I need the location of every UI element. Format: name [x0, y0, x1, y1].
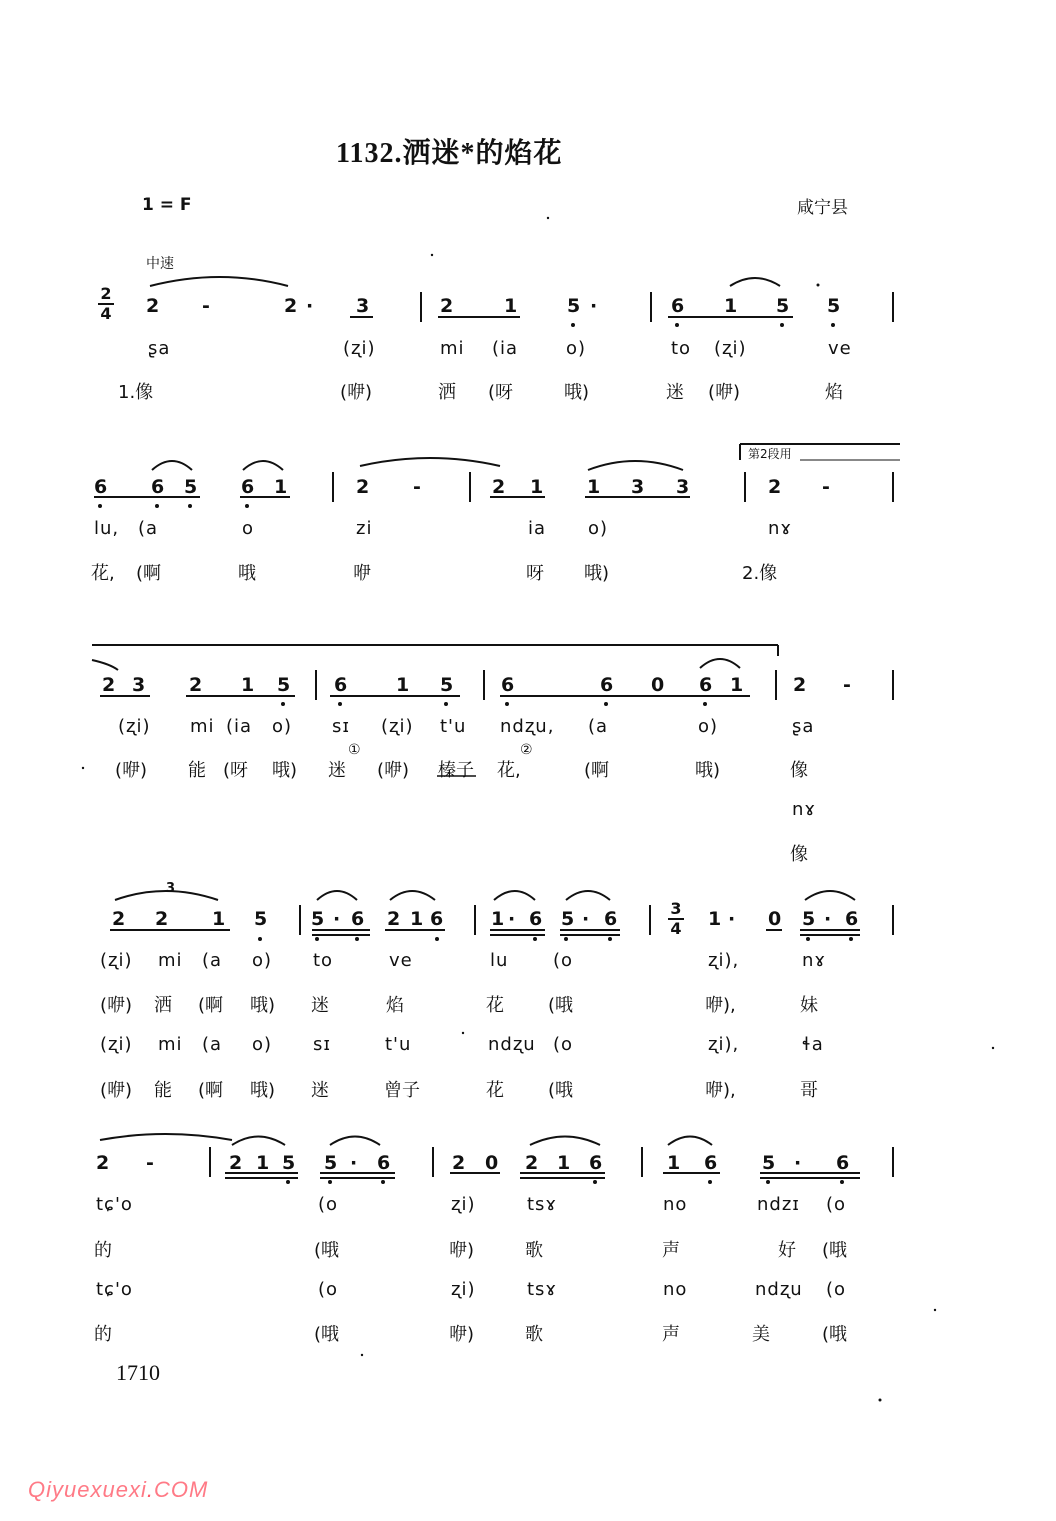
ipa-syllable: o) [566, 338, 587, 359]
note: 2 [96, 1152, 110, 1174]
note: 6 [241, 476, 255, 498]
note: 1 [587, 476, 601, 498]
note: · [582, 908, 590, 930]
ipa-syllable: mi [190, 716, 215, 737]
note: 2 [793, 674, 807, 696]
lyric: 榛子 [438, 760, 474, 781]
lyric: (哦 [314, 1324, 340, 1345]
note: 6 [704, 1152, 718, 1174]
region-label: 咸宁县 [797, 198, 848, 218]
watermark-dot: . [146, 1477, 154, 1502]
note: 6 [589, 1152, 603, 1174]
note: 5 [254, 908, 268, 930]
note: 5 [776, 295, 790, 317]
ipa-syllable: o [242, 518, 255, 539]
ipa-syllable: (a [588, 716, 609, 737]
watermark-suffix: COM [153, 1477, 209, 1502]
footnote-marker: ② [520, 742, 533, 758]
note: 1 [557, 1152, 571, 1174]
lyric: 曾子 [384, 1080, 420, 1101]
ipa-syllable: ve [828, 338, 852, 359]
watermark-name: iyuexuexi [46, 1477, 147, 1502]
note: 6 [600, 674, 614, 696]
lyric: (啊 [584, 760, 610, 781]
ipa-syllable: (o [318, 1279, 339, 1300]
ipa-syllable: (ʐi) [100, 950, 133, 971]
ipa-syllable: (o [826, 1279, 847, 1300]
ipa-syllable: ʂa [792, 716, 815, 737]
tempo-marking: 中速 [146, 256, 174, 272]
ipa-syllable: to [313, 950, 334, 971]
ipa-syllable: nɤ [802, 950, 827, 971]
note: 6 [529, 908, 543, 930]
lyric: 洒 [438, 382, 456, 403]
note: 5 [277, 674, 291, 696]
ipa-syllable: (a [138, 518, 159, 539]
ipa-syllable: tɕ'o [96, 1279, 133, 1300]
note: · [333, 908, 341, 930]
ipa-syllable: zi [356, 518, 373, 539]
song-title: 1132.洒迷*的焰花 [336, 138, 563, 169]
ipa-syllable: ndʐu [755, 1279, 803, 1300]
lyric: 哦) [250, 1080, 276, 1101]
note: 6 [836, 1152, 850, 1174]
ipa-syllable: nɤ [792, 799, 817, 820]
ipa-syllable: sɪ [332, 716, 351, 737]
lyric: 花 [486, 995, 504, 1016]
ipa-syllable: mi [158, 1034, 183, 1055]
note: 1 [730, 674, 744, 696]
note: 1 [708, 908, 722, 930]
site-watermark [28, 1477, 208, 1503]
note: - [843, 674, 851, 696]
note: · [728, 908, 736, 930]
note: 5 [440, 674, 454, 696]
lyric: 美 [752, 1324, 770, 1345]
note: 5 [561, 908, 575, 930]
time-signature-3-4: 3 4 [668, 900, 684, 938]
note: - [202, 295, 210, 317]
lyric: 咿 [353, 563, 371, 584]
lyric: 能 [188, 760, 206, 781]
note: 0 [768, 908, 782, 930]
note: 5 [184, 476, 198, 498]
lyric: 迷 [666, 382, 684, 403]
watermark-prefix: Q [28, 1477, 47, 1502]
note: 1 [724, 295, 738, 317]
ipa-syllable: lu, [94, 518, 120, 539]
lyric: 咿), [705, 995, 736, 1016]
note: 6 [671, 295, 685, 317]
lyric: (哦 [822, 1324, 848, 1345]
lyric: 哦) [564, 382, 590, 403]
note: · [508, 908, 516, 930]
note: · [350, 1152, 358, 1174]
note: 6 [151, 476, 165, 498]
ipa-syllable: tɕ'o [96, 1194, 133, 1215]
lyric: 歌 [525, 1240, 543, 1261]
lyric: (呀 [223, 760, 249, 781]
lyric: (啊 [198, 995, 224, 1016]
note: 2 [387, 908, 401, 930]
ipa-syllable: ve [389, 950, 413, 971]
lyric: (哦 [548, 1080, 574, 1101]
lyric: 妹 [800, 995, 818, 1016]
key-signature: 1 = F [142, 195, 192, 215]
ipa-syllable: (o [553, 1034, 574, 1055]
ipa-syllable: ʐi) [451, 1279, 476, 1300]
note: 0 [651, 674, 665, 696]
note: 2 [440, 295, 454, 317]
note: 6 [699, 674, 713, 696]
ipa-syllable: ndʐu, [500, 716, 555, 737]
lyric: 的 [94, 1324, 112, 1345]
note: 0 [485, 1152, 499, 1174]
note: 5 [567, 295, 581, 317]
note: 3 [356, 295, 370, 317]
ipa-syllable: o) [252, 950, 273, 971]
ipa-syllable: (ʐi) [100, 1034, 133, 1055]
note: 6 [430, 908, 444, 930]
note: 1 [241, 674, 255, 696]
lyric: 哦) [250, 995, 276, 1016]
lyric: (哦 [314, 1240, 340, 1261]
note: 5 [762, 1152, 776, 1174]
ipa-syllable: (ʐi) [714, 338, 747, 359]
note: 2 [492, 476, 506, 498]
note: 1 [504, 295, 518, 317]
lyric: 像 [790, 844, 808, 865]
ipa-syllable: no [663, 1279, 688, 1300]
note: 2 [155, 908, 169, 930]
note: 2 [768, 476, 782, 498]
ipa-syllable: (ia [226, 716, 253, 737]
lyric: 好 [778, 1240, 796, 1261]
ipa-syllable: o) [698, 716, 719, 737]
ipa-syllable: ʐi) [451, 1194, 476, 1215]
ipa-syllable: (ʐi) [118, 716, 151, 737]
note: 2 [229, 1152, 243, 1174]
lyric: 哥 [800, 1080, 818, 1101]
note: 6 [604, 908, 618, 930]
ipa-syllable: o) [252, 1034, 273, 1055]
note: 1 [212, 908, 226, 930]
note: 6 [501, 674, 515, 696]
note: 2 [525, 1152, 539, 1174]
lyric: 声 [662, 1240, 680, 1261]
lyric: 哦) [695, 760, 721, 781]
note: 2 [102, 674, 116, 696]
ipa-syllable: o) [588, 518, 609, 539]
lyric: 迷 [311, 1080, 329, 1101]
note: 2 [284, 295, 298, 317]
note: - [413, 476, 421, 498]
lyric: 迷 [311, 995, 329, 1016]
ipa-syllable: to [671, 338, 692, 359]
ipa-syllable: ɬa [802, 1034, 824, 1055]
note: · [306, 295, 314, 317]
lyric: (啊 [198, 1080, 224, 1101]
note: 6 [377, 1152, 391, 1174]
note: · [824, 908, 832, 930]
lyric: (咿) [115, 760, 148, 781]
lyric: 花, [91, 563, 115, 584]
lyric: (咿) [340, 382, 373, 403]
lyric: (咿) [100, 995, 133, 1016]
lyric: 1.像 [118, 382, 154, 403]
note: 2 [112, 908, 126, 930]
ipa-syllable: (o [318, 1194, 339, 1215]
lyric: 像 [790, 760, 808, 781]
time-signature-2-4: 2 4 [98, 285, 114, 323]
note: 1 [667, 1152, 681, 1174]
lyric: (哦 [822, 1240, 848, 1261]
ipa-syllable: mi [158, 950, 183, 971]
lyric: 哦) [272, 760, 298, 781]
lyric: (咿) [100, 1080, 133, 1101]
lyric: (咿) [377, 760, 410, 781]
ipa-syllable: sɪ [313, 1034, 332, 1055]
ipa-syllable: no [663, 1194, 688, 1215]
note: 5 [311, 908, 325, 930]
page-number: 1710 [116, 1360, 160, 1385]
lyric: (呀 [488, 382, 514, 403]
ipa-syllable: (a [202, 950, 223, 971]
ipa-syllable: mi [440, 338, 465, 359]
ipa-syllable: ndʐu [488, 1034, 536, 1055]
note: 3 [631, 476, 645, 498]
lyric: (咿) [708, 382, 741, 403]
ipa-syllable: ʂa [148, 338, 171, 359]
triplet-marker: 3 [166, 881, 176, 896]
ipa-syllable: o) [272, 716, 293, 737]
ipa-syllable: lu [490, 950, 509, 971]
ipa-syllable: ndzɪ [757, 1194, 800, 1215]
lyric: 迷 [328, 760, 346, 781]
lyric: 2.像 [742, 563, 778, 584]
ipa-syllable: (ʐi) [381, 716, 414, 737]
lyric: (哦 [548, 995, 574, 1016]
ipa-syllable: ʐi), [708, 1034, 740, 1055]
note: - [146, 1152, 154, 1174]
ipa-syllable: tsɤ [527, 1194, 558, 1215]
ipa-syllable: tsɤ [527, 1279, 558, 1300]
note: 5 [802, 908, 816, 930]
note: · [590, 295, 598, 317]
ipa-syllable: t'u [385, 1034, 412, 1055]
note: 1 [396, 674, 410, 696]
note: 6 [94, 476, 108, 498]
note: 2 [146, 295, 160, 317]
ipa-syllable: ia [528, 518, 547, 539]
ipa-syllable: ʐi), [708, 950, 740, 971]
lyric: 咿) [449, 1324, 475, 1345]
note: 3 [676, 476, 690, 498]
ipa-syllable: t'u [440, 716, 467, 737]
lyric: 的 [94, 1240, 112, 1261]
ipa-syllable: (ʐi) [343, 338, 376, 359]
note: 1 [274, 476, 288, 498]
note: 1 [530, 476, 544, 498]
lyric: 能 [154, 1080, 172, 1101]
note: - [822, 476, 830, 498]
lyric: 咿) [449, 1240, 475, 1261]
lyric: 哦) [584, 563, 610, 584]
note: 1 [410, 908, 424, 930]
note: 2 [356, 476, 370, 498]
note: 5 [827, 295, 841, 317]
lyric: 花 [486, 1080, 504, 1101]
lyric: 咿), [705, 1080, 736, 1101]
lyric: (啊 [136, 563, 162, 584]
ipa-syllable: (ia [492, 338, 519, 359]
ipa-syllable: nɤ [768, 518, 793, 539]
lyric: 声 [662, 1324, 680, 1345]
note: 6 [845, 908, 859, 930]
lyric: 焰 [825, 382, 843, 403]
lyric: 哦 [238, 563, 256, 584]
note: 1 [256, 1152, 270, 1174]
note: 6 [334, 674, 348, 696]
lyric: 呀 [526, 563, 544, 584]
ipa-syllable: (a [202, 1034, 223, 1055]
lyric: 花, [497, 760, 521, 781]
note: 5 [282, 1152, 296, 1174]
note: 6 [351, 908, 365, 930]
note: 2 [452, 1152, 466, 1174]
ipa-syllable: (o [553, 950, 574, 971]
footnote-marker: ① [348, 742, 361, 758]
note: 1 [491, 908, 505, 930]
lyric: 洒 [154, 995, 172, 1016]
note: 2 [189, 674, 203, 696]
note: 3 [132, 674, 146, 696]
volta-label: 第2段用 [748, 447, 792, 461]
ipa-syllable: (o [826, 1194, 847, 1215]
lyric: 焰 [386, 995, 404, 1016]
note: · [794, 1152, 802, 1174]
note: 5 [324, 1152, 338, 1174]
lyric: 歌 [525, 1324, 543, 1345]
